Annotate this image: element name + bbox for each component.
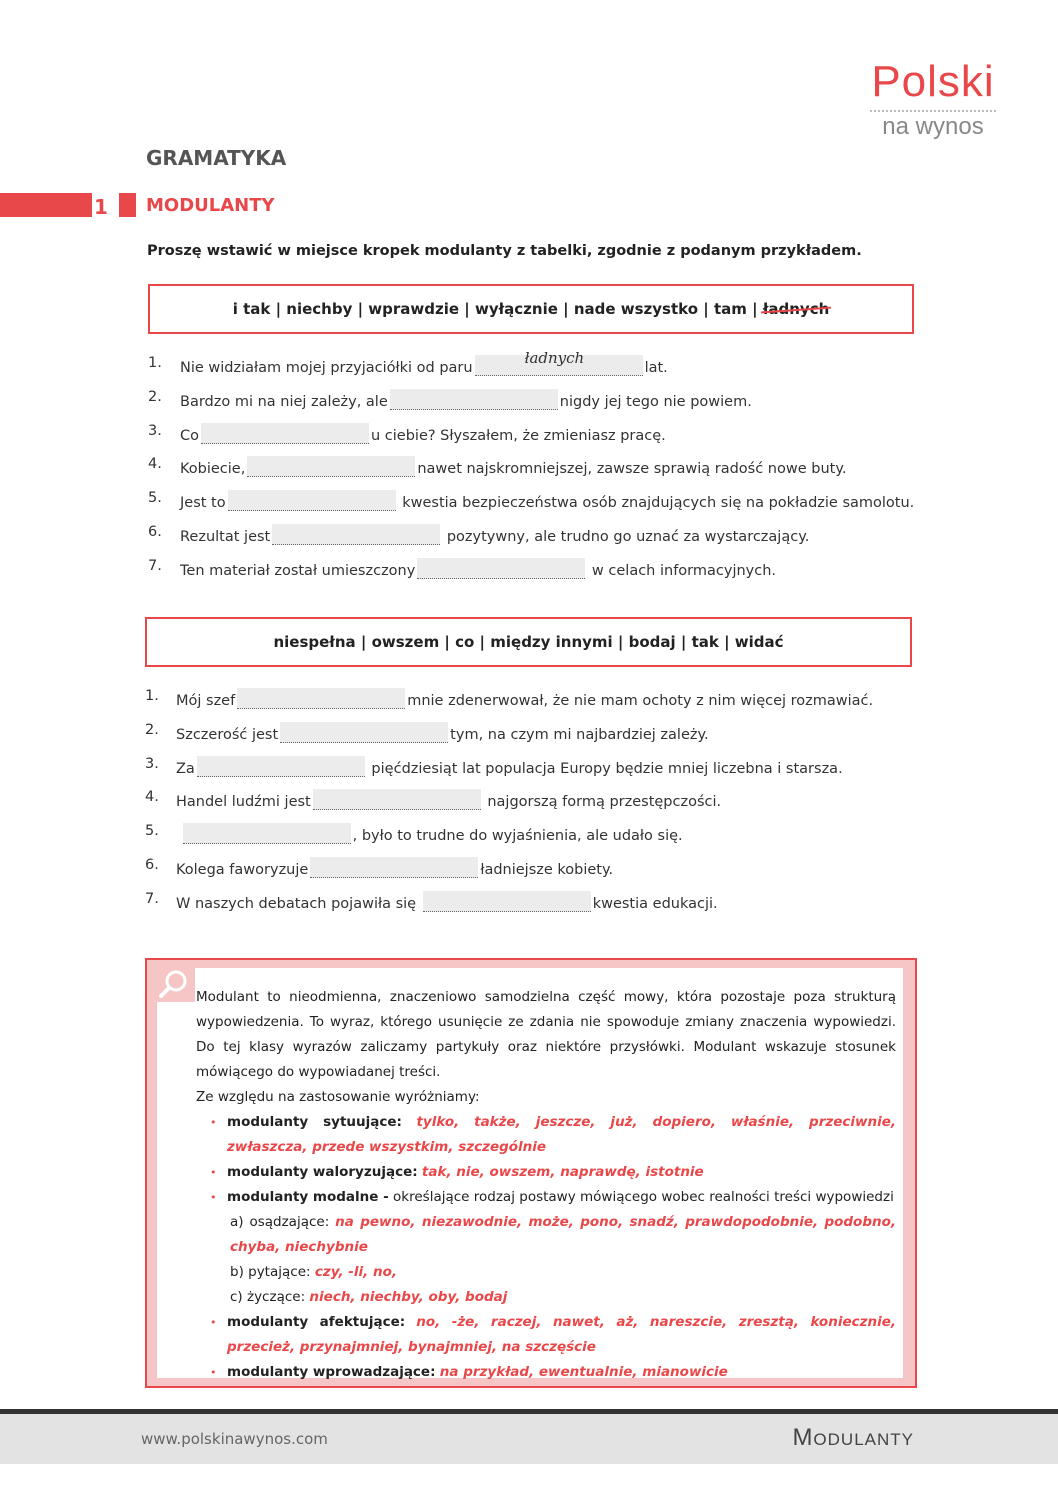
sub-item (227, 1285, 896, 1310)
item-sentence (180, 349, 668, 376)
exercise-item (0, 524, 1058, 558)
item-sentence (180, 456, 846, 477)
sentence-before: Co (180, 427, 199, 444)
exercise-item (0, 558, 1058, 592)
word-bank-1-used-word: ładnych (762, 300, 830, 318)
item-sentence (176, 789, 721, 810)
item-number: 5. (145, 823, 159, 840)
sentence-before: Jest to (180, 495, 226, 512)
sentence-before: Bardzo mi na niej zależy, ale (180, 393, 388, 410)
type-description: określające rodzaj postawy mówiącego wobec realności treści wypowiedzi (388, 1189, 894, 1205)
modulant-types-list (196, 1110, 896, 1385)
info-text (196, 985, 896, 1385)
exercise-item (0, 490, 1058, 524)
sentence-after: w celach informacyjnych. (587, 562, 777, 579)
word-bank-2: niespełna | owszem | co | między innymi | bodaj | tak | widać (145, 617, 912, 667)
exercise-item (0, 456, 1058, 490)
sentence-after: pozytywny, ale trudno go uznać za wystarczający. (442, 529, 810, 545)
list-item (196, 1160, 896, 1185)
type-label: modulanty afektujące: (227, 1314, 406, 1330)
word-bank-1-words: i tak | niechby | wprawdzie | wyłącznie | nade wszystko | tam | (232, 300, 763, 318)
item-number: 1. (145, 688, 159, 704)
answer-blank[interactable] (313, 789, 481, 810)
info-lead: Ze względu na zastosowanie wyróżniamy: (196, 1089, 480, 1105)
sentence-after: , było to trudne do wyjaśnienia, ale udało się. (352, 828, 683, 845)
item-sentence (176, 823, 683, 844)
sentence-after: tym, na czym mi najbardziej zależy. (450, 726, 709, 743)
logo-sub: na wynos (882, 113, 984, 140)
item-sentence (176, 722, 709, 743)
item-number: 7. (145, 890, 159, 907)
answer-blank[interactable] (280, 722, 448, 743)
sub-label: c) życzące: (230, 1289, 306, 1305)
sentence-after: kwestia bezpieczeństwa osób znajdujących się na pokładzie samolotu. (397, 495, 915, 512)
type-label: modulanty wprowadzające: (227, 1364, 436, 1380)
sentence-before: Nie widziałam mojej przyjaciółki od paru (180, 360, 473, 376)
answer-blank[interactable] (423, 891, 591, 912)
item-sentence (180, 389, 752, 410)
sentence-after: pięćdziesiąt lat populacja Europy będzie mniej liczebna i starsza. (366, 760, 843, 777)
sub-label: b) pytające: (230, 1264, 311, 1280)
item-sentence (176, 688, 873, 709)
item-number: 7. (148, 557, 162, 574)
item-sentence (176, 857, 613, 878)
sentence-before: Szczerość jest (176, 726, 279, 743)
type-label: modulanty modalne - (227, 1189, 389, 1205)
exercise-item (0, 349, 1058, 389)
sub-examples: na pewno, niezawodnie, może, pono, snadź, prawdopodobnie, podobno, chyba, niechybnie (230, 1214, 897, 1255)
magnifier-icon (155, 966, 195, 1002)
magnifier-icon-box (155, 966, 195, 1002)
section-number: 1 (94, 195, 108, 219)
type-examples: na przykład, ewentualnie, mianowicie (439, 1364, 728, 1380)
item-number: 6. (145, 857, 159, 873)
item-sentence (176, 756, 843, 777)
handwritten-answer: ładnych (524, 349, 585, 367)
answer-blank[interactable] (310, 857, 478, 878)
sentence-before: Ten materiał został umieszczony (180, 562, 416, 579)
item-number: 4. (148, 456, 162, 473)
exercise-item (0, 823, 1058, 857)
answer-blank[interactable] (390, 389, 558, 410)
type-label: modulanty waloryzujące: (227, 1164, 418, 1180)
sentence-before: Za (176, 760, 195, 777)
item-sentence (180, 490, 914, 511)
section-title: MODULANTY (146, 195, 275, 216)
item-number: 3. (145, 755, 159, 772)
sub-item (227, 1260, 896, 1285)
type-examples: tylko, także, jeszcze, już, dopiero, właśnie, przeciwnie, zwłaszcza, przede wszystkim, szczególnie (227, 1114, 896, 1155)
exercise-item (0, 423, 1058, 457)
exercise-item (0, 857, 1058, 891)
answer-blank[interactable] (197, 756, 365, 777)
item-number: 4. (145, 789, 159, 806)
type-examples: tak, nie, owszem, naprawdę, istotnie (421, 1164, 704, 1180)
word-bank-1 (148, 284, 914, 334)
item-sentence (180, 524, 809, 545)
footer-title: Modulanty (792, 1424, 914, 1451)
answer-blank[interactable] (272, 524, 440, 545)
sentence-after: ładniejsze kobiety. (480, 862, 614, 878)
sentence-before: W naszych debatach pojawiła się (176, 895, 421, 912)
sentence-before: Handel ludźmi jest (176, 794, 311, 811)
item-number: 1. (148, 355, 162, 371)
sentence-before: Mój szef (176, 693, 236, 709)
item-number: 6. (148, 524, 162, 540)
type-examples: no, -że, raczej, nawet, aż, nareszcie, zresztą, koniecznie, przecież, przynajmniej, bynajmniej, na szczęście (227, 1314, 896, 1355)
sub-label: a) osądzające: (230, 1214, 330, 1230)
logo (868, 58, 998, 142)
sentence-before: Kobiecie, (180, 461, 246, 478)
logo-main: Polski (871, 57, 995, 106)
item-number: 3. (148, 422, 162, 439)
section-bar-left (0, 193, 92, 217)
exercise-item (0, 756, 1058, 790)
exercise-item (0, 722, 1058, 756)
sub-item (227, 1210, 896, 1260)
answer-blank[interactable] (417, 558, 585, 579)
sentence-after: mnie zdenerwował, że nie mam ochoty z nim więcej rozmawiać. (407, 693, 874, 709)
exercise-item (0, 789, 1058, 823)
type-label: modulanty sytuujące: (227, 1114, 402, 1130)
answer-blank[interactable] (237, 688, 405, 709)
answer-blank[interactable] (201, 423, 369, 444)
item-sentence (180, 558, 776, 579)
item-number: 2. (148, 388, 162, 405)
sentence-after: najgorszą formą przestępczości. (482, 794, 722, 811)
list-item (196, 1310, 896, 1360)
exercise-item (0, 891, 1058, 925)
item-sentence (180, 423, 666, 444)
sentence-before (176, 828, 181, 844)
info-intro: Modulant to nieodmienna, znaczeniowo samodzielna część mowy, która pozostaje poza strukturą wypowiedzenia. To wyraz, którego usunięcie ze zdania nie spowoduje zmiany znaczenia wypowiedzi. Do tej klasy wyrazów zaliczamy partykuły oraz niektóre przysłówki. Modulant wskazuje stosunek mówiącego do wypowiadanej treści. (196, 989, 896, 1080)
list-item (196, 1360, 896, 1385)
sentence-after: kwestia edukacji. (592, 895, 718, 912)
page-heading: GRAMATYKA (146, 146, 287, 170)
section-bar-right (119, 193, 136, 217)
sentence-after: lat. (644, 360, 668, 376)
sentence-before: Kolega faworyzuje (176, 862, 309, 878)
answer-blank[interactable] (475, 349, 643, 376)
exercise-item (0, 389, 1058, 423)
item-sentence (176, 891, 718, 912)
list-item (196, 1185, 896, 1310)
instruction: Proszę wstawić w miejsce kropek modulanty z tabelki, zgodnie z podanym przykładem. (147, 243, 862, 259)
answer-blank[interactable] (228, 490, 396, 511)
item-number: 2. (145, 721, 159, 738)
sentence-before: Rezultat jest (180, 529, 271, 545)
sentence-after: nawet najskromniejszej, zawsze sprawią radość nowe buty. (417, 461, 847, 478)
sentence-after: nigdy jej tego nie powiem. (559, 393, 752, 410)
sub-examples: niech, niechby, oby, bodaj (309, 1289, 508, 1305)
sentence-after: u ciebie? Słyszałem, że zmieniasz pracę. (371, 427, 666, 444)
answer-blank[interactable] (247, 456, 415, 477)
list-item (196, 1110, 896, 1160)
answer-blank[interactable] (183, 823, 351, 844)
item-number: 5. (148, 490, 162, 507)
exercise-item (0, 688, 1058, 722)
sub-examples: czy, -li, no, (314, 1264, 397, 1280)
footer-url: www.polskinawynos.com (141, 1430, 328, 1448)
